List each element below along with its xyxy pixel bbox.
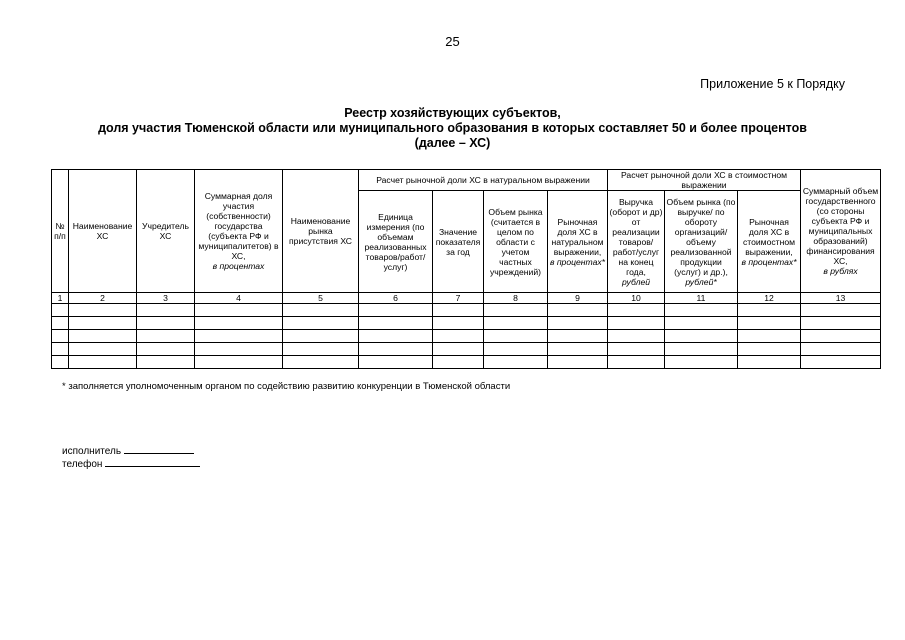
empty-cell [283, 304, 359, 317]
empty-cell [738, 317, 801, 330]
table-row [52, 343, 881, 356]
header-col-12 [738, 191, 801, 293]
empty-cell [484, 330, 548, 343]
empty-cell [665, 317, 738, 330]
col-4-unit: в процентах [212, 261, 265, 271]
empty-cell [195, 304, 283, 317]
empty-cell [433, 317, 484, 330]
empty-cell [801, 356, 881, 369]
empty-cell [137, 356, 195, 369]
empty-cell [608, 343, 665, 356]
header-col-3: Учредитель ХС [137, 170, 195, 293]
empty-cell [608, 330, 665, 343]
table-row [52, 317, 881, 330]
executor-line [62, 443, 194, 457]
page-number: 25 [445, 34, 460, 49]
empty-cell [69, 317, 137, 330]
col-9-text: Рыночная доля ХС в натуральном выражении, [551, 216, 604, 257]
column-number: 12 [738, 293, 801, 304]
column-number: 3 [137, 293, 195, 304]
column-number: 7 [433, 293, 484, 304]
col-13-unit: в рублях [823, 266, 858, 276]
empty-cell [52, 343, 69, 356]
column-number-row [52, 293, 881, 304]
appendix-label: Приложение 5 к Порядку [700, 77, 845, 91]
column-number: 1 [52, 293, 69, 304]
empty-cell [665, 343, 738, 356]
col-10-unit: рублей [621, 276, 651, 287]
empty-cell [484, 343, 548, 356]
empty-cell [548, 343, 608, 356]
col-12-text: Рыночная доля ХС в стоимостном выражении, [742, 216, 796, 257]
col-10-text: Выручка (оборот и др) от реализации товаров/ работ/услуг на конец года, [609, 196, 663, 277]
empty-cell [433, 356, 484, 369]
empty-cell [283, 317, 359, 330]
empty-cell [665, 356, 738, 369]
header-col-5: Наименование рынка присутствия ХС [283, 170, 359, 293]
table-row [52, 304, 881, 317]
empty-cell [801, 343, 881, 356]
empty-cell [608, 356, 665, 369]
col-12-unit: в процентах* [741, 256, 797, 267]
header-row-1 [52, 170, 881, 191]
empty-cell [52, 304, 69, 317]
header-col-8: Объем рынка (считается в целом по области с учетом частных учреждений) [484, 191, 548, 293]
column-number: 10 [608, 293, 665, 304]
empty-cell [738, 343, 801, 356]
title-line-3: (далее – ХС) [414, 136, 491, 150]
table-row [52, 356, 881, 369]
empty-cell [69, 356, 137, 369]
col-11-text: Объем рынка (по выручке/ по обороту организаций/ объему реализованной продукции (услуг) и др.), [666, 196, 736, 277]
phone-label: телефон [62, 459, 103, 470]
registry-table [51, 169, 881, 369]
header-col-2: Наименование ХС [69, 170, 137, 293]
empty-cell [283, 343, 359, 356]
empty-cell [548, 330, 608, 343]
empty-cell [359, 317, 433, 330]
empty-cell [195, 343, 283, 356]
col-13-text: Суммарный объем государственного (со стороны субъекта РФ и муниципальных образований) финансирования ХС, [802, 186, 879, 266]
header-col-4 [195, 170, 283, 293]
header-col-9 [548, 191, 608, 293]
header-col-11 [665, 191, 738, 293]
column-number: 13 [801, 293, 881, 304]
executor-blank [124, 443, 194, 454]
empty-cell [137, 317, 195, 330]
empty-cell [283, 356, 359, 369]
header-col-7: Значение показателя за год [433, 191, 484, 293]
empty-cell [69, 330, 137, 343]
empty-cell [359, 356, 433, 369]
title-line-1: Реестр хозяйствующих субъектов, [344, 106, 561, 120]
header-col-13 [801, 170, 881, 293]
group-value-header: Расчет рыночной доли ХС в стоимостном выражении [608, 170, 801, 191]
empty-cell [433, 330, 484, 343]
column-number: 9 [548, 293, 608, 304]
empty-cell [359, 330, 433, 343]
group-natural-header: Расчет рыночной доли ХС в натуральном выражении [359, 170, 608, 191]
empty-cell [52, 356, 69, 369]
empty-cell [738, 330, 801, 343]
column-number: 8 [484, 293, 548, 304]
header-col-1: № п/п [52, 170, 69, 293]
empty-cell [52, 330, 69, 343]
empty-cell [433, 304, 484, 317]
empty-cell [433, 343, 484, 356]
empty-cell [548, 304, 608, 317]
empty-cell [801, 317, 881, 330]
empty-cell [69, 343, 137, 356]
column-number: 5 [283, 293, 359, 304]
col-11-unit: рублей* [685, 276, 717, 287]
empty-cell [359, 304, 433, 317]
empty-cell [665, 304, 738, 317]
empty-cell [137, 343, 195, 356]
empty-cell [359, 343, 433, 356]
empty-cell [738, 356, 801, 369]
empty-cell [484, 356, 548, 369]
empty-cell [548, 317, 608, 330]
title-line-2: доля участия Тюменской области или муниципального образования в которых составляет 50 и более процентов [98, 121, 807, 135]
document-title [0, 106, 905, 151]
empty-cell [548, 356, 608, 369]
empty-cell [801, 330, 881, 343]
header-col-10 [608, 191, 665, 293]
empty-cell [608, 304, 665, 317]
empty-cell [195, 317, 283, 330]
empty-cell [801, 304, 881, 317]
phone-blank [105, 456, 200, 467]
column-number: 11 [665, 293, 738, 304]
col-4-text: Суммарная доля участия (собственности) государства (субъекта РФ и муниципалитетов) в ХС, [198, 191, 279, 261]
column-number: 6 [359, 293, 433, 304]
column-number: 2 [69, 293, 137, 304]
footnote: * заполняется уполномоченным органом по содействию развитию конкуренции в Тюменской области [62, 381, 511, 392]
empty-cell [52, 317, 69, 330]
column-number: 4 [195, 293, 283, 304]
empty-cell [608, 317, 665, 330]
phone-line [62, 456, 200, 470]
empty-cell [484, 304, 548, 317]
table-row [52, 330, 881, 343]
empty-cell [738, 304, 801, 317]
col-9-unit: в процентах* [549, 256, 606, 267]
header-col-6: Единица измерения (по объемам реализованных товаров/работ/ услуг) [359, 191, 433, 293]
empty-cell [195, 356, 283, 369]
empty-cell [137, 330, 195, 343]
empty-cell [195, 330, 283, 343]
executor-label: исполнитель [62, 446, 122, 457]
empty-cell [484, 317, 548, 330]
empty-cell [283, 330, 359, 343]
empty-cell [665, 330, 738, 343]
empty-cell [137, 304, 195, 317]
empty-cell [69, 304, 137, 317]
